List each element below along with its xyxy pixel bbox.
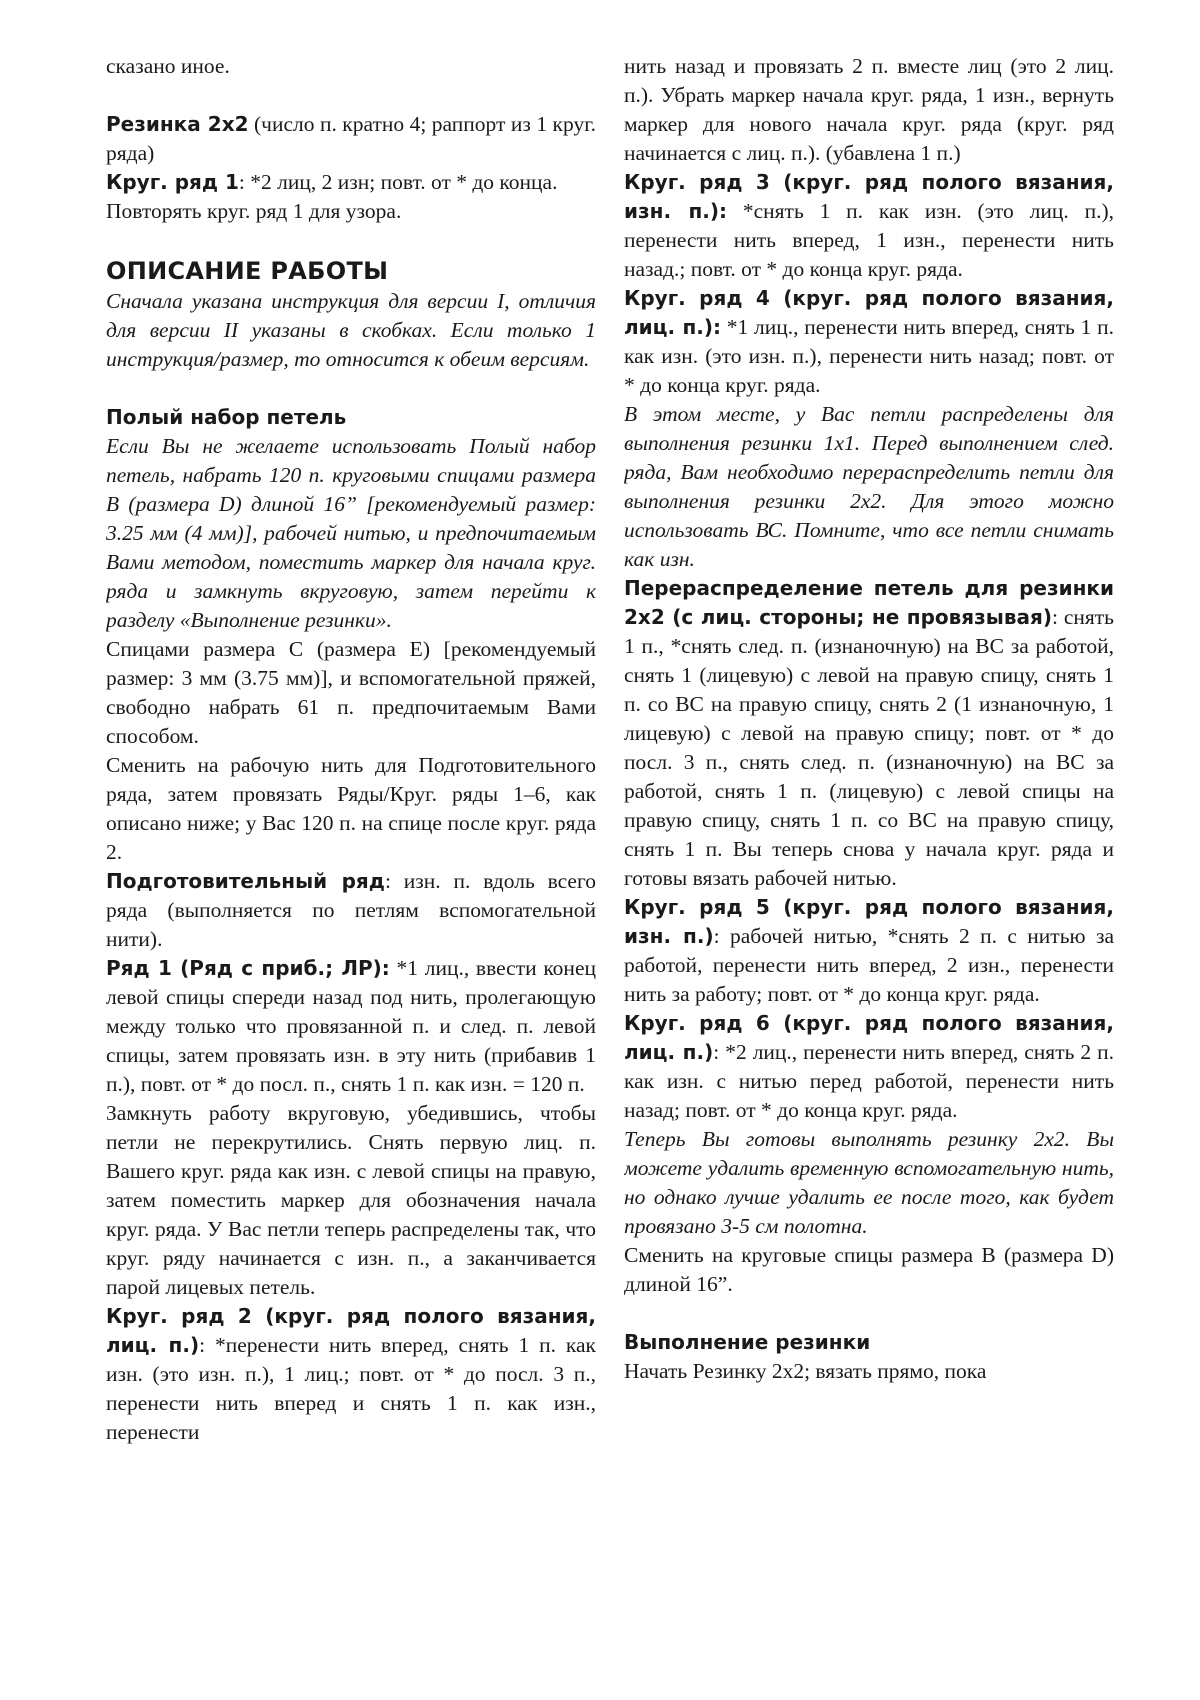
row1-text: *1 лиц., ввести конец левой спицы спереди назад под нить, пролегающую между только что провязанной п. и след. п. левой спицы, затем провязать изн. в эту нить (прибавив 1 п.), повт. от * до посл. п., снять 1 п. как изн. = 120 п.: [106, 956, 596, 1096]
round2-text: : *перенести нить вперед, снять 1 п. как изн. (это изн. п.), 1 лиц.; повт. от * до посл. 3 п., перенести нить вперед и снять 1 п. как изн., перенести: [106, 1333, 596, 1444]
ribbing-text: Начать Резинку 2х2; вязать прямо, пока: [624, 1359, 987, 1383]
work-section-title: ОПИСАНИЕ РАБОТЫ: [106, 257, 389, 285]
work-intro: Сначала указана инструкция для версии I, отличия для версии II указаны в скобках. Если только 1 инструкция/размер, то относится к обеим версиям.: [106, 289, 596, 371]
round3-label: Круг. ряд 3 (круг. ряд полого вязания, изн. п.):: [624, 170, 1114, 223]
rib-round1-paragraph: [106, 168, 596, 197]
spacer: [106, 226, 596, 255]
row1-label: Ряд 1 (Ряд с приб.; ЛР):: [106, 956, 390, 980]
change-needles: Сменить на круговые спицы размера В (размера D) длиной 16”.: [624, 1243, 1114, 1296]
prep-row-text: : изн. п. вдоль всего ряда (выполняется по петлям вспомогательной нити).: [106, 869, 596, 951]
round2-label: Круг. ряд 2 (круг. ряд полого вязания, лиц. п.): [106, 1304, 596, 1357]
redistribution-text: : снять 1 п., *снять след. п. (изнаночную) на ВС за работой, снять 1 (лицевую) с левой на правую спицу, снять 1 п. со ВС на правую спицу, снять 2 (1 изнаночную, 1 лицевую) с левой на правую спицу; повт. от * до посл. 3 п., снять след. п. (изнаночную) на ВС за работой, снять 1 п. (лицевую) с левой спицы на правую спицу, снять 1 п. со ВС на правую спицу, снять 1 п. Вы теперь снова у начала круг. ряда и готовы вязать рабочей нитью.: [624, 605, 1114, 890]
round5-label: Круг. ряд 5 (круг. ряд полого вязания, изн. п.): [624, 895, 1114, 948]
round4-paragraph: [624, 284, 1114, 400]
round2-continued: нить назад и провязать 2 п. вместе лиц (это 2 лиц. п.). Убрать маркер начала круг. ряда, 1 изн., вернуть маркер для нового начала круг. ряда (круг. ряд начинается с лиц. п.). (убавлена 1 п.): [624, 54, 1114, 165]
note-1x1: В этом месте, у Вас петли распределены для выполнения резинки 1х1. Перед выполнением след. ряда, Вам необходимо перераспределить петли для выполнения резинки 2х2. Для этого можно использовать ВС. Помните, что все петли снимать как изн.: [624, 402, 1114, 571]
ribbing-title: Выполнение резинки: [624, 1330, 871, 1354]
left-column: [106, 52, 596, 1447]
round2-paragraph: [106, 1302, 596, 1447]
round6-label: Круг. ряд 6 (круг. ряд полого вязания, лиц. п.): [624, 1011, 1114, 1064]
round4-label: Круг. ряд 4 (круг. ряд полого вязания, лиц. п.):: [624, 286, 1114, 339]
rib-repeat: Повторять круг. ряд 1 для узора.: [106, 199, 402, 223]
cast-on-paragraph-2: Сменить на рабочую нить для Подготовительного ряда, затем провязать Ряды/Круг. ряды 1–6, как описано ниже; у Вас 120 п. на спице после круг. ряда 2.: [106, 753, 596, 864]
round6-text: : *2 лиц., перенести нить вперед, снять 2 п. как изн. с нитью перед работой, перенести нить назад; повт. от * до конца круг. ряда.: [624, 1040, 1114, 1122]
rib-round1-text: : *2 лиц, 2 изн; повт. от * до конца.: [238, 170, 558, 194]
spacer: [106, 81, 596, 110]
round5-paragraph: [624, 893, 1114, 1009]
round6-paragraph: [624, 1009, 1114, 1125]
prep-row-paragraph: [106, 867, 596, 954]
note-2x2-ready: Теперь Вы готовы выполнять резинку 2х2. Вы можете удалить временную вспомогательную нить, но однако лучше удалить ее после того, как будет провязано 3-5 см полотна.: [624, 1127, 1114, 1238]
cast-on-paragraph-1: Спицами размера С (размера Е) [рекомендуемый размер: 3 мм (3.75 мм)], и вспомогательной пряжей, свободно набрать 61 п. предпочитаемым Вами способом.: [106, 637, 596, 748]
spacer: [624, 1299, 1114, 1328]
rib-pattern-label: Резинка 2х2: [106, 112, 249, 136]
round5-text: : рабочей нитью, *снять 2 п. с нитью за работой, перенести нить вперед, 2 изн., перенести нить за работу; повт. от * до конца круг. ряда.: [624, 924, 1114, 1006]
cast-on-italic-note: Если Вы не желаете использовать Полый набор петель, набрать 120 п. круговыми спицами размера В (размера D) длиной 16” [рекомендуемый размер: 3.25 мм (4 мм)], рабочей нитью, и предпочитаемым Вами методом, поместить маркер для начала круг. ряда и замкнуть вкруговую, затем перейти к разделу «Выполнение резинки».: [106, 434, 596, 632]
redistribution-label: Перераспределение петель для резинки 2х2 (с лиц. стороны; не провязывая): [624, 576, 1114, 629]
cast-on-title: Полый набор петель: [106, 405, 347, 429]
prep-row-label: Подготовительный ряд: [106, 869, 385, 893]
rib-pattern-paragraph: [106, 110, 596, 168]
row1-paragraph: [106, 954, 596, 1099]
right-column: [624, 52, 1114, 1386]
round4-text: *1 лиц., перенести нить вперед, снять 1 п. как изн. (это изн. п.), перенести нить назад; повт. от * до конца круг. ряда.: [624, 315, 1114, 397]
join-paragraph: Замкнуть работу вкруговую, убедившись, чтобы петли не перекрутились. Снять первую лиц. п. Вашего круг. ряда как изн. с левой спицы на правую, затем поместить маркер для обозначения начала круг. ряда. У Вас петли теперь распределены так, что круг. ряду начинается с изн. п., а заканчивается парой лицевых петель.: [106, 1101, 596, 1299]
spacer: [106, 374, 596, 403]
intro-tail: сказано иное.: [106, 54, 230, 78]
rib-round1-label: Круг. ряд 1: [106, 170, 239, 194]
redistribution-paragraph: [624, 574, 1114, 893]
rib-pattern-note: (число п. кратно 4; раппорт из 1 круг. ряда): [106, 112, 596, 165]
round3-text: *снять 1 п. как изн. (это лиц. п.), перенести нить вперед, 1 изн., перенести нить назад.; повт. от * до конца круг. ряда.: [624, 199, 1114, 281]
round3-paragraph: [624, 168, 1114, 284]
